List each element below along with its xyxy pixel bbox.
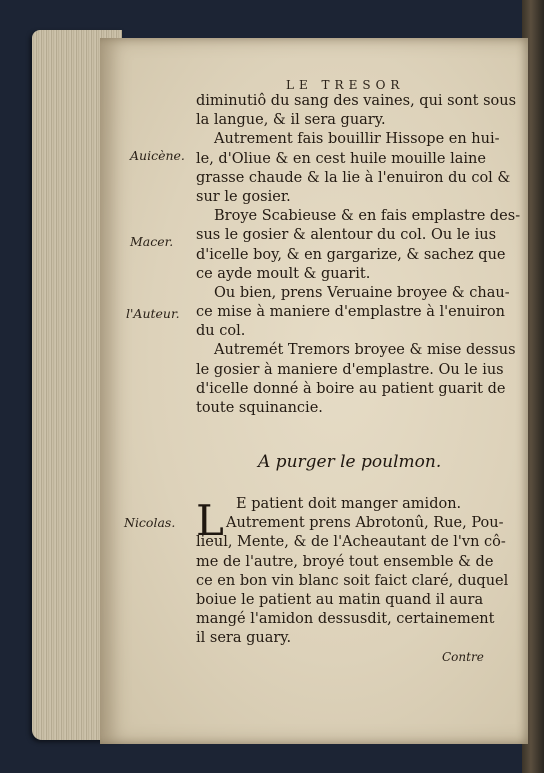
text-line: le, d'Oliue & en cest huile mouille laine — [196, 150, 486, 167]
catchword: Contre — [442, 650, 484, 664]
text-line: ce ayde moult & guarit. — [196, 265, 371, 282]
text-line: toute squinancie. — [196, 400, 323, 416]
text-line: Autremét Tremors broyee & mise dessus — [214, 342, 516, 359]
margin-note-auteur: l'Auteur. — [126, 306, 180, 321]
text-line: d'icelle boy, & en gargarize, & sachez que — [196, 246, 506, 263]
text-line: sus le gosier & alentour du col. Ou le ius — [196, 227, 497, 244]
text-line: boiue le patient au matin quand il aura — [196, 591, 484, 608]
running-head: LE TRESOR — [286, 78, 405, 92]
text-line: il sera guary. — [196, 630, 292, 647]
body-text-bottom-first — [226, 495, 516, 533]
text-line: ce mise à maniere d'emplastre à l'enuiron — [196, 304, 505, 321]
margin-note-macer: Macer. — [130, 234, 174, 249]
text-line: sur le gosier. — [196, 188, 291, 205]
text-line: le gosier à maniere d'emplastre. Ou le ius — [196, 361, 504, 378]
text-line: grasse chaude & la lie à l'enuiron du col & — [196, 169, 511, 186]
text-line: mangé l'amidon dessusdit, certainement — [196, 611, 495, 628]
text-line: du col. — [196, 323, 246, 340]
text-line: Autrement prens Abrotonû, Rue, Pou- — [226, 515, 504, 532]
text-line: E patient doit manger amidon. — [236, 496, 462, 512]
text-line: d'icelle donné à boire au patient guarit de — [196, 380, 506, 397]
text-line: Ou bien, prens Veruaine broyee & chau- — [214, 284, 510, 301]
section-title: A purger le poulmon. — [258, 452, 442, 472]
text-line: diminutiô du sang des vaines, qui sont sous — [196, 93, 517, 109]
margin-note-nicolas: Nicolas. — [124, 515, 176, 530]
body-text-bottom — [196, 533, 514, 648]
text-line: me de l'autre, broyé tout ensemble & de — [196, 553, 494, 570]
text-line: Broye Scabieuse & en fais emplastre des- — [214, 208, 521, 225]
text-line: Autrement fais bouillir Hissope en hui- — [214, 131, 500, 148]
margin-note-auicene: Auicène. — [130, 148, 185, 163]
body-text-top — [196, 92, 521, 418]
text-line: ce en bon vin blanc soit faict claré, duquel — [196, 572, 509, 589]
text-line: la langue, & il sera guary. — [196, 112, 386, 129]
drop-cap: L — [196, 496, 224, 545]
text-line: lieul, Mente, & de l'Acheautant de l'vn cô- — [196, 534, 506, 551]
